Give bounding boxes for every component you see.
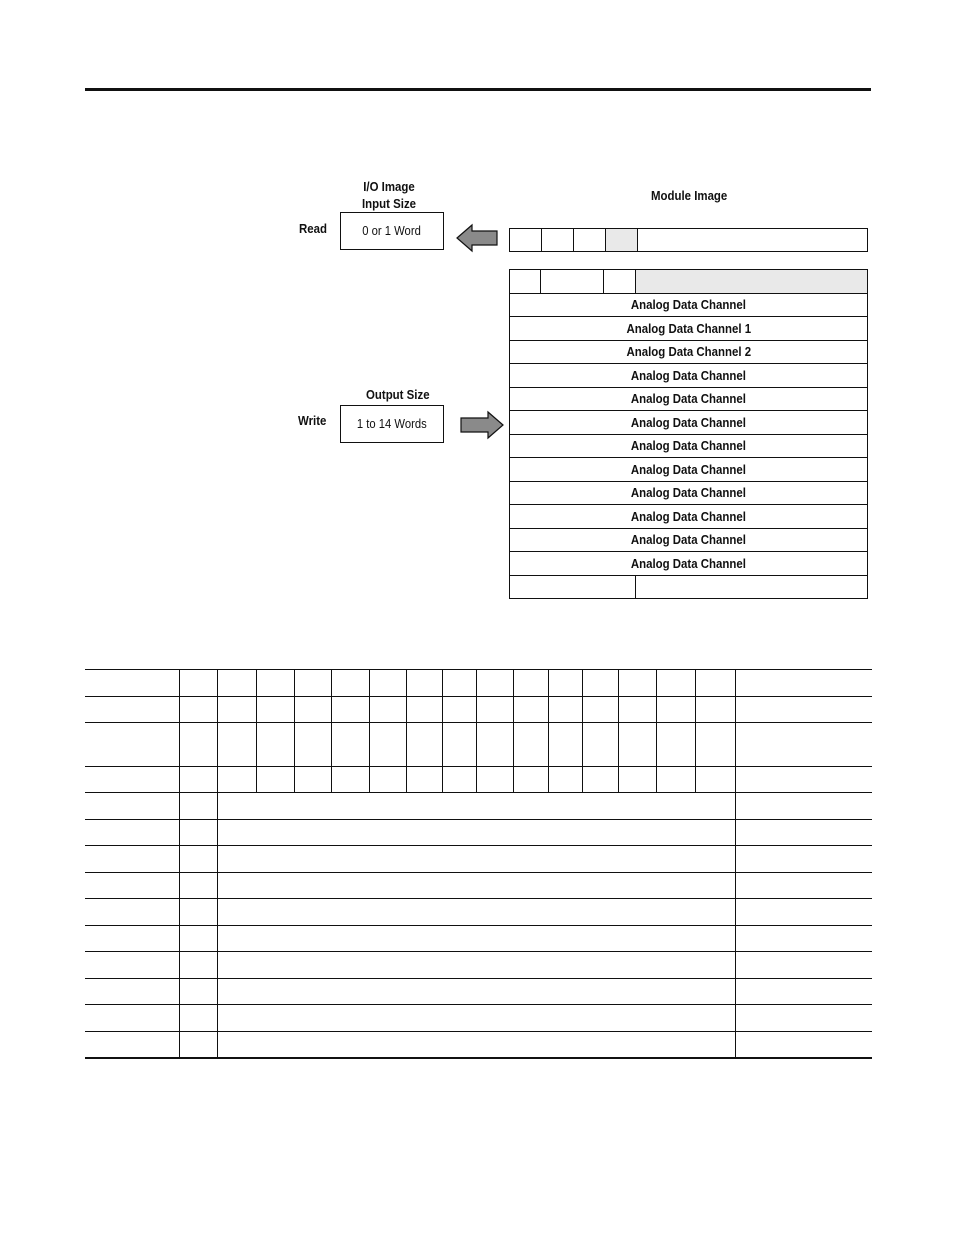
table-cell: [217, 1005, 735, 1032]
output-size-title: Output Size: [366, 387, 430, 402]
left-arrow-icon: [456, 223, 498, 253]
table-cell: [294, 767, 332, 793]
table-cell: [180, 723, 218, 767]
table-cell: [217, 670, 256, 697]
table-cell: [619, 767, 657, 793]
table-row: [85, 926, 872, 952]
table-cell: [548, 697, 583, 723]
output-channel-row: [510, 482, 867, 506]
table-cell: [217, 820, 735, 846]
output-channel-label: Analog Data Channel: [630, 508, 747, 524]
output-channel-label: Analog Data Channel 2: [626, 344, 751, 360]
write-label: Write: [298, 413, 327, 428]
table-cell: [180, 670, 218, 697]
table-cell: [477, 697, 514, 723]
table-cell: [514, 670, 549, 697]
output-channel-label: Analog Data Channel: [630, 555, 747, 571]
module-input-word: [509, 228, 868, 252]
table-cell: [180, 952, 218, 979]
output-size-box: [340, 405, 444, 443]
table-cell: [85, 670, 180, 697]
table-cell: [332, 697, 370, 723]
table-cell: [85, 899, 180, 926]
table-cell: [180, 979, 218, 1005]
table-cell: [217, 767, 256, 793]
output-last-cell: [636, 576, 867, 599]
table-cell: [695, 697, 735, 723]
table-cell: [735, 670, 872, 697]
table-cell: [180, 697, 218, 723]
header-rule: [85, 88, 871, 91]
output-channel-row: [510, 341, 867, 365]
table-cell: [656, 767, 695, 793]
table-cell: [514, 767, 549, 793]
output-channel-label: Analog Data Channel: [630, 532, 747, 548]
table-cell: [294, 723, 332, 767]
output-channel-row: [510, 317, 867, 341]
output-last-word: [510, 576, 867, 600]
output-last-cell: [510, 576, 636, 599]
table-cell: [514, 697, 549, 723]
table-cell: [514, 723, 549, 767]
table-cell: [406, 670, 442, 697]
output-control-cell: [541, 270, 604, 293]
output-channel-label: Analog Data Channel: [630, 367, 747, 383]
table-cell: [85, 697, 180, 723]
table-cell: [442, 723, 477, 767]
table-cell: [217, 952, 735, 979]
table-cell: [477, 670, 514, 697]
table-row: [85, 1005, 872, 1032]
output-control-cell: [510, 270, 541, 293]
table-cell: [735, 1005, 872, 1032]
table-cell: [85, 1032, 180, 1058]
table-cell: [370, 767, 407, 793]
table-cell: [735, 1032, 872, 1058]
table-cell: [583, 697, 619, 723]
table-cell: [217, 873, 735, 899]
output-channel-row: [510, 552, 867, 576]
input-bit-cell: [542, 229, 574, 251]
output-channel-label: Analog Data Channel: [630, 485, 747, 501]
table-cell: [695, 723, 735, 767]
output-channel-row: [510, 411, 867, 435]
table-cell: [656, 670, 695, 697]
table-row: [85, 793, 872, 820]
table-cell: [735, 846, 872, 873]
table-cell: [85, 846, 180, 873]
io-image-title-line2: Input Size: [362, 196, 417, 211]
table-cell: [85, 952, 180, 979]
table-row: [85, 767, 872, 793]
output-channel-row: [510, 388, 867, 412]
table-cell: [332, 670, 370, 697]
table-cell: [85, 926, 180, 952]
table-cell: [735, 873, 872, 899]
table-cell: [619, 697, 657, 723]
table-cell: [180, 899, 218, 926]
table-cell: [442, 670, 477, 697]
table-cell: [583, 767, 619, 793]
output-channel-row: [510, 294, 867, 318]
table-cell: [180, 793, 218, 820]
table-cell: [85, 1005, 180, 1032]
table-cell: [85, 767, 180, 793]
module-output-words: [509, 269, 868, 599]
output-channel-label: Analog Data Channel: [630, 438, 747, 454]
table-cell: [217, 1032, 735, 1058]
table-cell: [656, 723, 695, 767]
table-cell: [442, 767, 477, 793]
input-size-box: [340, 212, 444, 250]
table-cell: [619, 670, 657, 697]
read-label: Read: [299, 221, 327, 236]
table-cell: [619, 723, 657, 767]
table-cell: [85, 820, 180, 846]
table-cell: [370, 697, 407, 723]
table-cell: [180, 846, 218, 873]
table-cell: [180, 926, 218, 952]
table-cell: [217, 979, 735, 1005]
output-channel-label: Analog Data Channel 1: [626, 320, 751, 336]
table-cell: [180, 1005, 218, 1032]
table-cell: [332, 723, 370, 767]
table-cell: [735, 697, 872, 723]
table-cell: [735, 767, 872, 793]
input-bit-cell-shaded: [606, 229, 638, 251]
input-reserved-cell: [638, 229, 867, 251]
table-cell: [217, 926, 735, 952]
table-cell: [548, 670, 583, 697]
table-cell: [477, 767, 514, 793]
table-row: [85, 723, 872, 767]
bit-map-table: [85, 669, 872, 1059]
table-cell: [695, 767, 735, 793]
io-image-title: [362, 178, 416, 212]
table-cell: [217, 846, 735, 873]
table-cell: [256, 697, 294, 723]
table-cell: [85, 723, 180, 767]
table-row: [85, 899, 872, 926]
output-channel-label: Analog Data Channel: [630, 391, 747, 407]
table-cell: [256, 767, 294, 793]
output-channel-row: [510, 364, 867, 388]
table-cell: [294, 670, 332, 697]
output-channel-row: [510, 505, 867, 529]
table-row: [85, 820, 872, 846]
table-cell: [735, 979, 872, 1005]
table-cell: [217, 723, 256, 767]
table-cell: [180, 820, 218, 846]
table-cell: [85, 873, 180, 899]
table-row: [85, 670, 872, 697]
table-cell: [548, 723, 583, 767]
output-control-cell: [604, 270, 636, 293]
table-row: [85, 1032, 872, 1058]
table-row: [85, 697, 872, 723]
table-cell: [583, 723, 619, 767]
table-cell: [583, 670, 619, 697]
table-cell: [406, 723, 442, 767]
table-cell: [735, 723, 872, 767]
table-cell: [217, 899, 735, 926]
table-cell: [735, 926, 872, 952]
table-cell: [332, 767, 370, 793]
table-cell: [695, 670, 735, 697]
table-cell: [180, 767, 218, 793]
io-image-title-line1: I/O Image: [363, 179, 415, 194]
table-cell: [548, 767, 583, 793]
right-arrow-icon: [460, 410, 504, 440]
table-cell: [180, 1032, 218, 1058]
output-channel-row: [510, 529, 867, 553]
output-channel-label: Analog Data Channel: [630, 461, 747, 477]
table-cell: [294, 697, 332, 723]
table-row: [85, 846, 872, 873]
input-bit-cell: [574, 229, 606, 251]
module-image-title: Module Image: [651, 188, 728, 203]
table-cell: [256, 723, 294, 767]
table-cell: [217, 697, 256, 723]
table-cell: [656, 697, 695, 723]
table-cell: [85, 793, 180, 820]
output-control-shaded: [636, 270, 867, 293]
input-size-text: 0 or 1 Word: [362, 224, 422, 238]
table-cell: [406, 767, 442, 793]
table-cell: [477, 723, 514, 767]
output-channel-label: Analog Data Channel: [630, 297, 747, 313]
output-channel-row: [510, 458, 867, 482]
table-cell: [256, 670, 294, 697]
table-cell: [370, 670, 407, 697]
table-cell: [442, 697, 477, 723]
table-row: [85, 979, 872, 1005]
output-control-word: [510, 270, 867, 294]
table-row: [85, 952, 872, 979]
table-cell: [735, 899, 872, 926]
table-cell: [735, 793, 872, 820]
table-cell: [370, 723, 407, 767]
input-bit-cell: [510, 229, 542, 251]
table-cell: [735, 820, 872, 846]
table-cell: [180, 873, 218, 899]
table-cell: [217, 793, 735, 820]
table-cell: [85, 979, 180, 1005]
output-size-text: 1 to 14 Words: [357, 417, 427, 431]
table-cell: [735, 952, 872, 979]
table-row: [85, 873, 872, 899]
output-channel-row: [510, 435, 867, 459]
table-cell: [406, 697, 442, 723]
output-channel-label: Analog Data Channel: [630, 414, 747, 430]
